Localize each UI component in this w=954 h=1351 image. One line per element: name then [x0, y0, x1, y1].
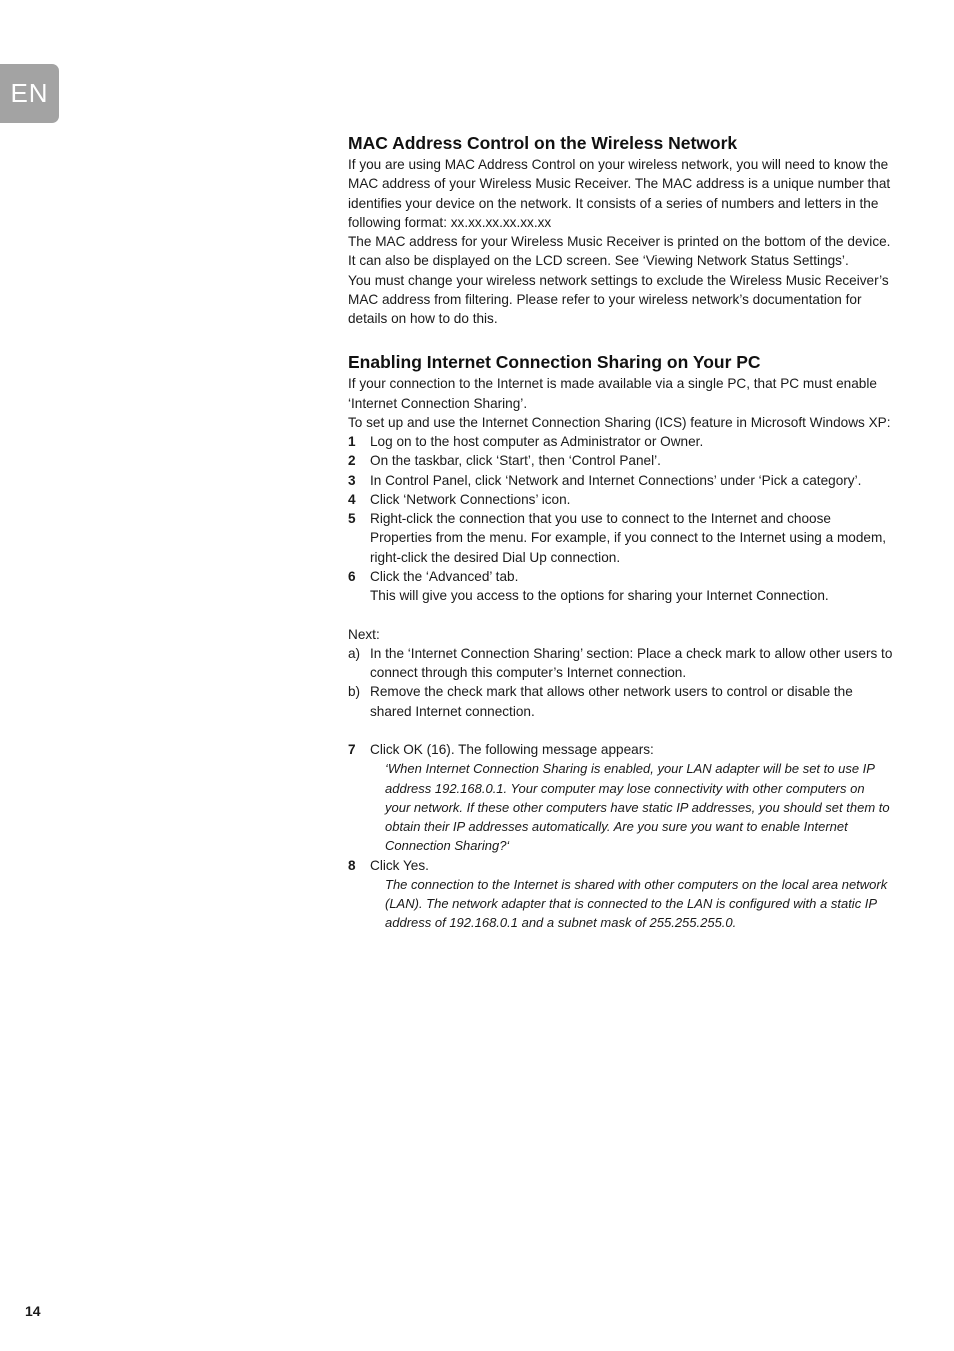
- step-number: 1: [348, 434, 356, 449]
- sub-step-text: In the ‘Internet Connection Sharing’ section: Place a check mark to allow other users to connect through this computer’s Internet connection.: [370, 645, 893, 680]
- step-item: [348, 432, 893, 451]
- spacer: [348, 721, 893, 740]
- spacer: [348, 605, 893, 624]
- step-number: 7: [348, 742, 356, 757]
- step-number: 8: [348, 857, 356, 873]
- step-body: [370, 567, 893, 606]
- step-item: [348, 471, 893, 490]
- sub-step-label: b): [348, 684, 361, 700]
- step-text: Right-click the connection that you use to connect to the Internet and choose Properties from the menu. For example, if you connect to the Internet using a modem, right-click the desired Dial Up connection.: [370, 511, 887, 565]
- step-number: 2: [348, 453, 356, 469]
- step-item: [348, 740, 893, 759]
- step-text: Click ‘Network Connections’ icon.: [370, 491, 571, 507]
- section-title-ics: Enabling Internet Connection Sharing on Your PC: [348, 352, 761, 373]
- step-number: 4: [348, 491, 356, 507]
- step-item: [348, 451, 893, 470]
- step-text: Log on to the host computer as Administrator or Owner.: [370, 434, 704, 449]
- paragraph: If you are using MAC Address Control on your wireless network, you will need to know the MAC address of your Wireless Music Receiver. The MAC address is a unique number that identifies your device on the network. It consists of a series of numbers and letters in the following format: xx.xx.xx.xx.xx.xx: [348, 157, 891, 230]
- step-item: [348, 856, 893, 875]
- paragraph: The MAC address for your Wireless Music Receiver is printed on the bottom of the device. It can also be displayed on the LCD screen. See ‘Viewing Network Status Settings’.: [348, 234, 891, 269]
- sub-step-item: [348, 644, 893, 683]
- step-number: 3: [348, 472, 356, 488]
- paragraph: If your connection to the Internet is made available via a single PC, that PC must enable ‘Internet Connection Sharing’.: [348, 376, 877, 411]
- step-number: 6: [348, 568, 356, 584]
- language-tab: EN: [0, 64, 59, 123]
- step-text: Click OK (16). The following message appears:: [370, 742, 654, 757]
- result-note-quote: The connection to the Internet is shared with other computers on the local area network (LAN). The network adapter that is connected to the LAN is configured with a static IP address of 192.168.0.1 and a subnet mask of 255.255.255.0.: [385, 876, 888, 931]
- sub-step-text: Remove the check mark that allows other network users to control or disable the shared Internet connection.: [370, 684, 853, 719]
- step-text: In Control Panel, click ‘Network and Internet Connections’ under ‘Pick a category’.: [370, 472, 862, 488]
- step-text: On the taskbar, click ‘Start’, then ‘Control Panel’.: [370, 453, 661, 469]
- sub-step-item: [348, 682, 893, 721]
- step-item: [348, 509, 893, 567]
- step-text: Click the ‘Advanced’ tab.: [370, 568, 519, 584]
- page-content: [348, 131, 893, 933]
- section-title-mac-address: MAC Address Control on the Wireless Network: [348, 133, 738, 153]
- step-item: [348, 567, 893, 606]
- next-label: Next:: [348, 626, 380, 642]
- paragraph: You must change your wireless network settings to exclude the Wireless Music Receiver’s MAC address from filtering. Please refer to your wireless network’s documentation for details on how to do this.: [348, 272, 889, 326]
- page-number: 14: [25, 1303, 41, 1319]
- step-item: [348, 490, 893, 509]
- sub-step-label: a): [348, 645, 361, 661]
- step-number: 5: [348, 511, 356, 526]
- step-note: This will give you access to the options for sharing your Internet Connection.: [370, 588, 829, 603]
- dialog-message-quote: ‘When Internet Connection Sharing is enabled, your LAN adapter will be set to use IP address 192.168.0.1. Your computer may lose connectivity with other computers on your network. If these other computers have static IP addresses, you should set them to obtain their IP addresses automatically. Are you sure you want to enable Internet Connection Sharing?‘: [385, 761, 890, 854]
- step-text: Click Yes.: [370, 857, 429, 873]
- paragraph: To set up and use the Internet Connection Sharing (ICS) feature in Microsoft Windows XP:: [348, 414, 891, 430]
